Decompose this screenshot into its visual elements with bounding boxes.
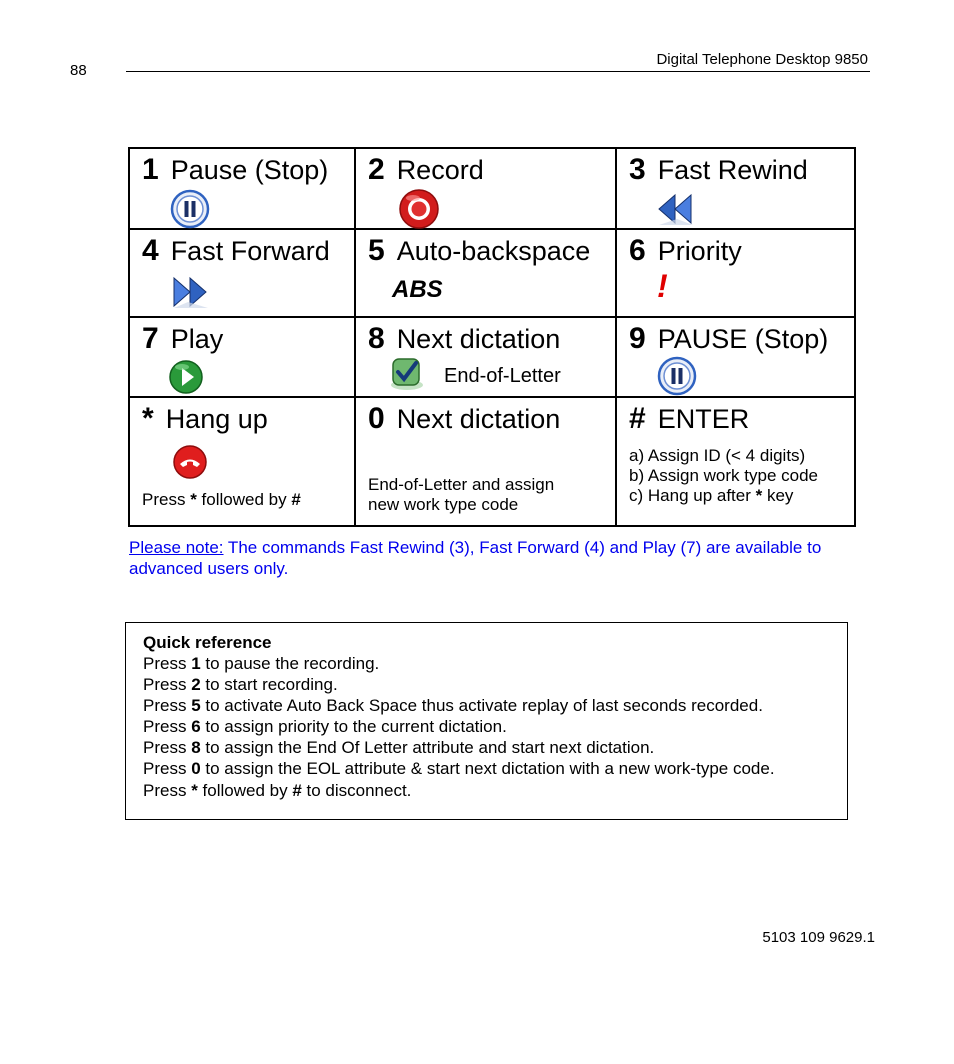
priority-exclamation-icon: !: [657, 268, 668, 304]
key-number: 9: [629, 322, 646, 355]
please-note-label: Please note:: [129, 538, 224, 557]
end-of-letter-icon: [388, 355, 426, 393]
key-label: Priority: [657, 236, 742, 266]
key-number: 1: [142, 153, 159, 186]
key-label: Auto-backspace: [396, 236, 591, 266]
enter-note: a) Assign ID (< 4 digits) b) Assign work type code c) Hang up after * key: [629, 446, 818, 505]
key-number: 4: [142, 234, 159, 267]
key-label: Next dictation: [396, 324, 561, 354]
quick-reference-line: Press 0 to assign the EOL attribute & start next dictation with a new work-type code.: [143, 759, 775, 778]
quick-reference-line: Press 5 to activate Auto Back Space thus activate replay of last seconds recorded.: [143, 696, 763, 715]
header-rule: [126, 71, 870, 72]
key-label: Pause (Stop): [170, 155, 329, 185]
key-cell-0: [355, 397, 616, 526]
fast-forward-icon: [170, 272, 210, 312]
key-number: 2: [368, 153, 385, 186]
quick-reference-line: Press 2 to start recording.: [143, 675, 338, 694]
page-number: 88: [70, 62, 87, 79]
pause-icon: [657, 356, 697, 396]
fast-rewind-icon: [655, 189, 695, 229]
key-number: 8: [368, 322, 385, 355]
key-label: Fast Rewind: [657, 155, 808, 185]
key-number: *: [142, 402, 154, 435]
please-note-paragraph: [129, 537, 889, 579]
key-cell-hash: [616, 397, 855, 526]
quick-reference-box: [125, 622, 848, 820]
key-number: 3: [629, 153, 646, 186]
key-number: 7: [142, 322, 159, 355]
keypad-command-table: [128, 147, 856, 527]
document-number: 5103 109 9629.1: [762, 929, 875, 946]
please-note-text: The commands Fast Rewind (3), Fast Forward (4) and Play (7) are available to advanced users only.: [129, 538, 822, 578]
quick-reference-line: Press 8 to assign the End Of Letter attribute and start next dictation.: [143, 738, 655, 757]
key-label: Hang up: [165, 404, 268, 434]
hang-up-note: Press * followed by #: [142, 490, 301, 509]
key-cell-7: [129, 317, 355, 397]
key-label: ENTER: [657, 404, 750, 434]
auto-backspace-abs-label: ABS: [392, 276, 443, 303]
record-icon: [398, 188, 440, 230]
key-cell-3: [616, 148, 855, 229]
hang-up-icon: [172, 444, 208, 480]
key-number: 0: [368, 402, 385, 435]
key-number: 6: [629, 234, 646, 267]
key-cell-5: [355, 229, 616, 317]
key-label: Play: [170, 324, 224, 354]
key-number: 5: [368, 234, 385, 267]
key-cell-1: [129, 148, 355, 229]
key-label: PAUSE (Stop): [657, 324, 829, 354]
key-label: Record: [396, 155, 484, 185]
next-dictation-note: End-of-Letter and assign new work type code: [368, 475, 555, 514]
key-cell-9: [616, 317, 855, 397]
play-icon: [168, 359, 204, 395]
quick-reference-line: Press 1 to pause the recording.: [143, 654, 380, 673]
quick-reference-line: Press 6 to assign priority to the current dictation.: [143, 717, 507, 736]
key-cell-star: [129, 397, 355, 526]
quick-reference-title: Quick reference: [143, 633, 272, 652]
key-label: Next dictation: [396, 404, 561, 434]
key-cell-4: [129, 229, 355, 317]
end-of-letter-label: End-of-Letter: [444, 365, 561, 387]
key-cell-2: [355, 148, 616, 229]
key-cell-8: [355, 317, 616, 397]
key-number: #: [629, 402, 646, 435]
quick-reference-line: Press * followed by # to disconnect.: [143, 781, 412, 800]
pause-icon: [170, 189, 210, 229]
key-cell-6: [616, 229, 855, 317]
key-label: Fast Forward: [170, 236, 330, 266]
document-title: Digital Telephone Desktop 9850: [656, 51, 868, 68]
